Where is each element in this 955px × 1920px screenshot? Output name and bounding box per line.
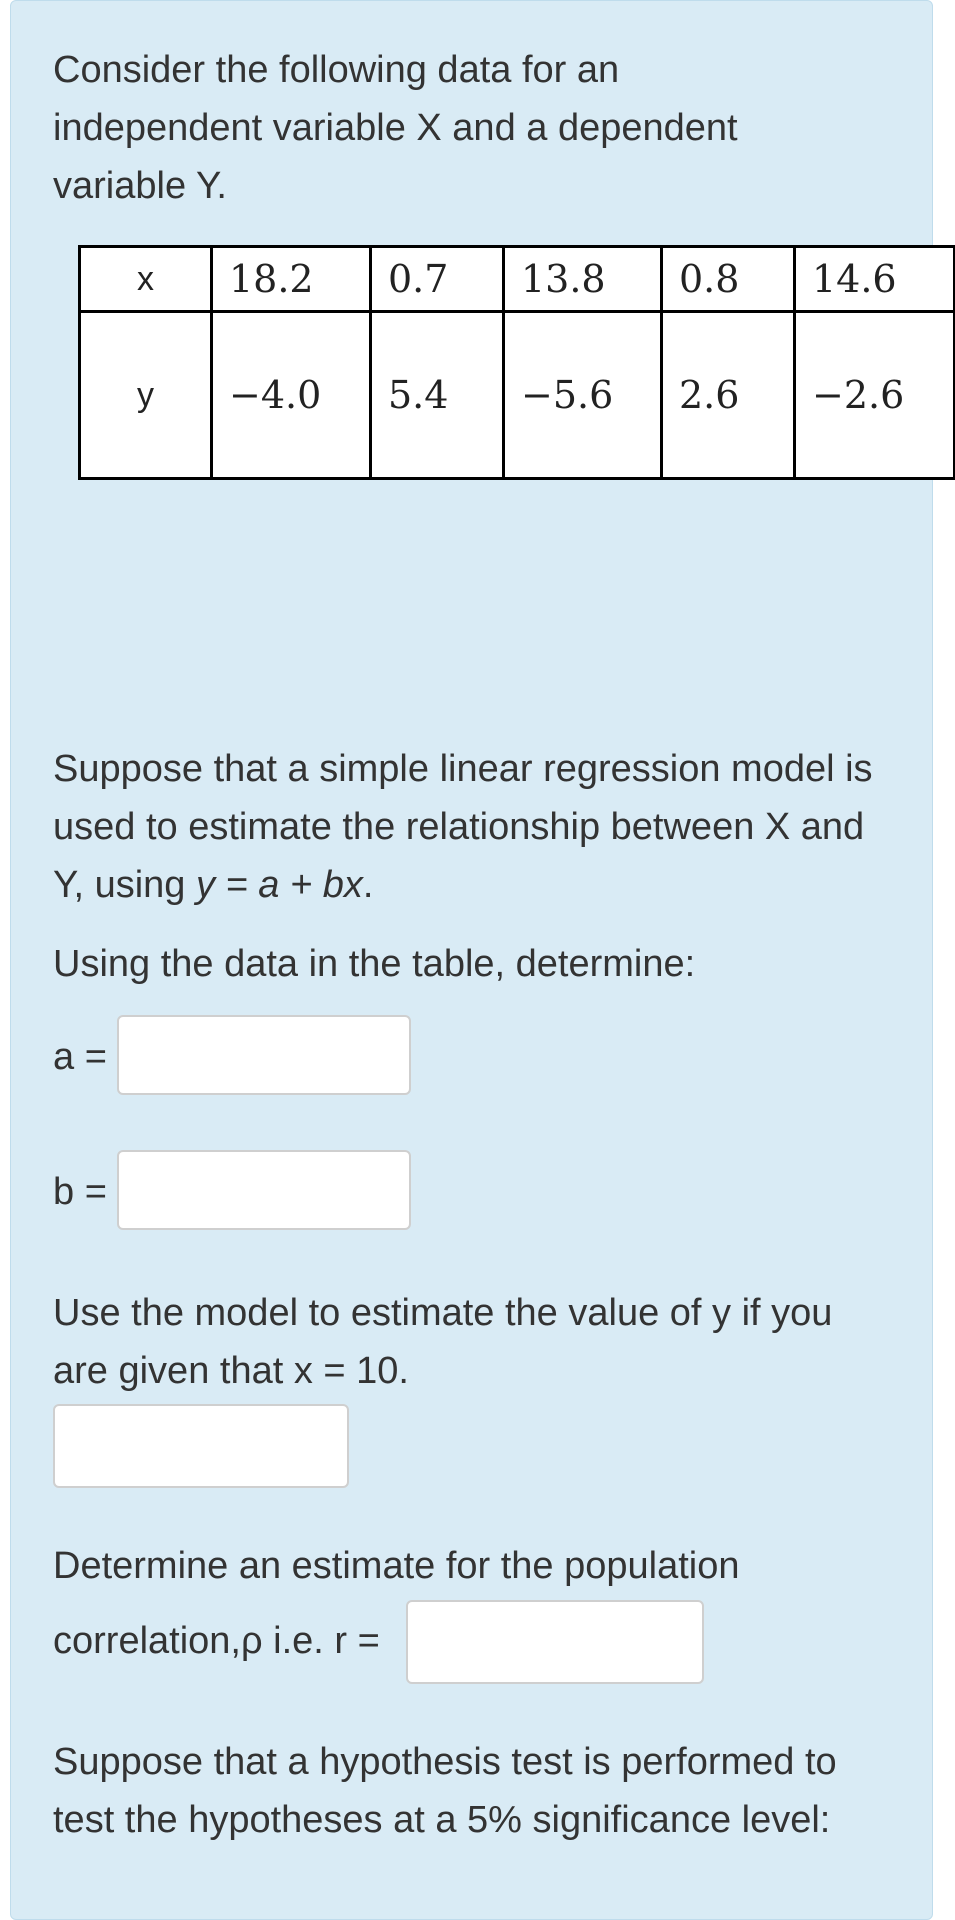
data-table (78, 245, 955, 480)
table-header-x: x (80, 247, 212, 312)
estimate-text: Use the model to estimate the value of y if you are given that x = 10. (53, 1292, 833, 1392)
regression-text-end: . (362, 864, 374, 906)
instruction-text: Using the data in the table, determine: (53, 943, 696, 985)
regression-text (53, 740, 873, 914)
table-cell: −4.0 (212, 312, 371, 479)
table-cell: 13.8 (504, 247, 662, 312)
estimate-input[interactable] (53, 1404, 349, 1488)
table-cell: −5.6 (504, 312, 662, 479)
table-cell: 2.6 (662, 312, 795, 479)
table-row-x (80, 247, 955, 312)
table-row-y (80, 312, 955, 479)
correlation-label: correlation,ρ i.e. r = (53, 1620, 380, 1662)
table-cell: 0.8 (662, 247, 795, 312)
a-input[interactable] (117, 1015, 411, 1095)
table-cell: −2.6 (795, 312, 955, 479)
hypothesis-text: Suppose that a hypothesis test is performed to test the hypotheses at a 5% significance level: (53, 1741, 837, 1841)
intro-text: Consider the following data for an independent variable X and a dependent variable Y. (53, 49, 738, 207)
regression-equation: y = a + bx (195, 864, 363, 906)
b-label: b = (53, 1171, 107, 1213)
table-cell: 0.7 (371, 247, 504, 312)
table-cell: 14.6 (795, 247, 955, 312)
r-input[interactable] (406, 1600, 704, 1684)
a-label: a = (53, 1036, 107, 1078)
table-cell: 18.2 (212, 247, 371, 312)
table-header-y: y (80, 312, 212, 479)
b-input[interactable] (117, 1150, 411, 1230)
regression-text-body: Suppose that a simple linear regression model is used to estimate the relationship between X and Y, using (53, 748, 873, 906)
table-cell: 5.4 (371, 312, 504, 479)
correlation-text: Determine an estimate for the population (53, 1545, 740, 1587)
